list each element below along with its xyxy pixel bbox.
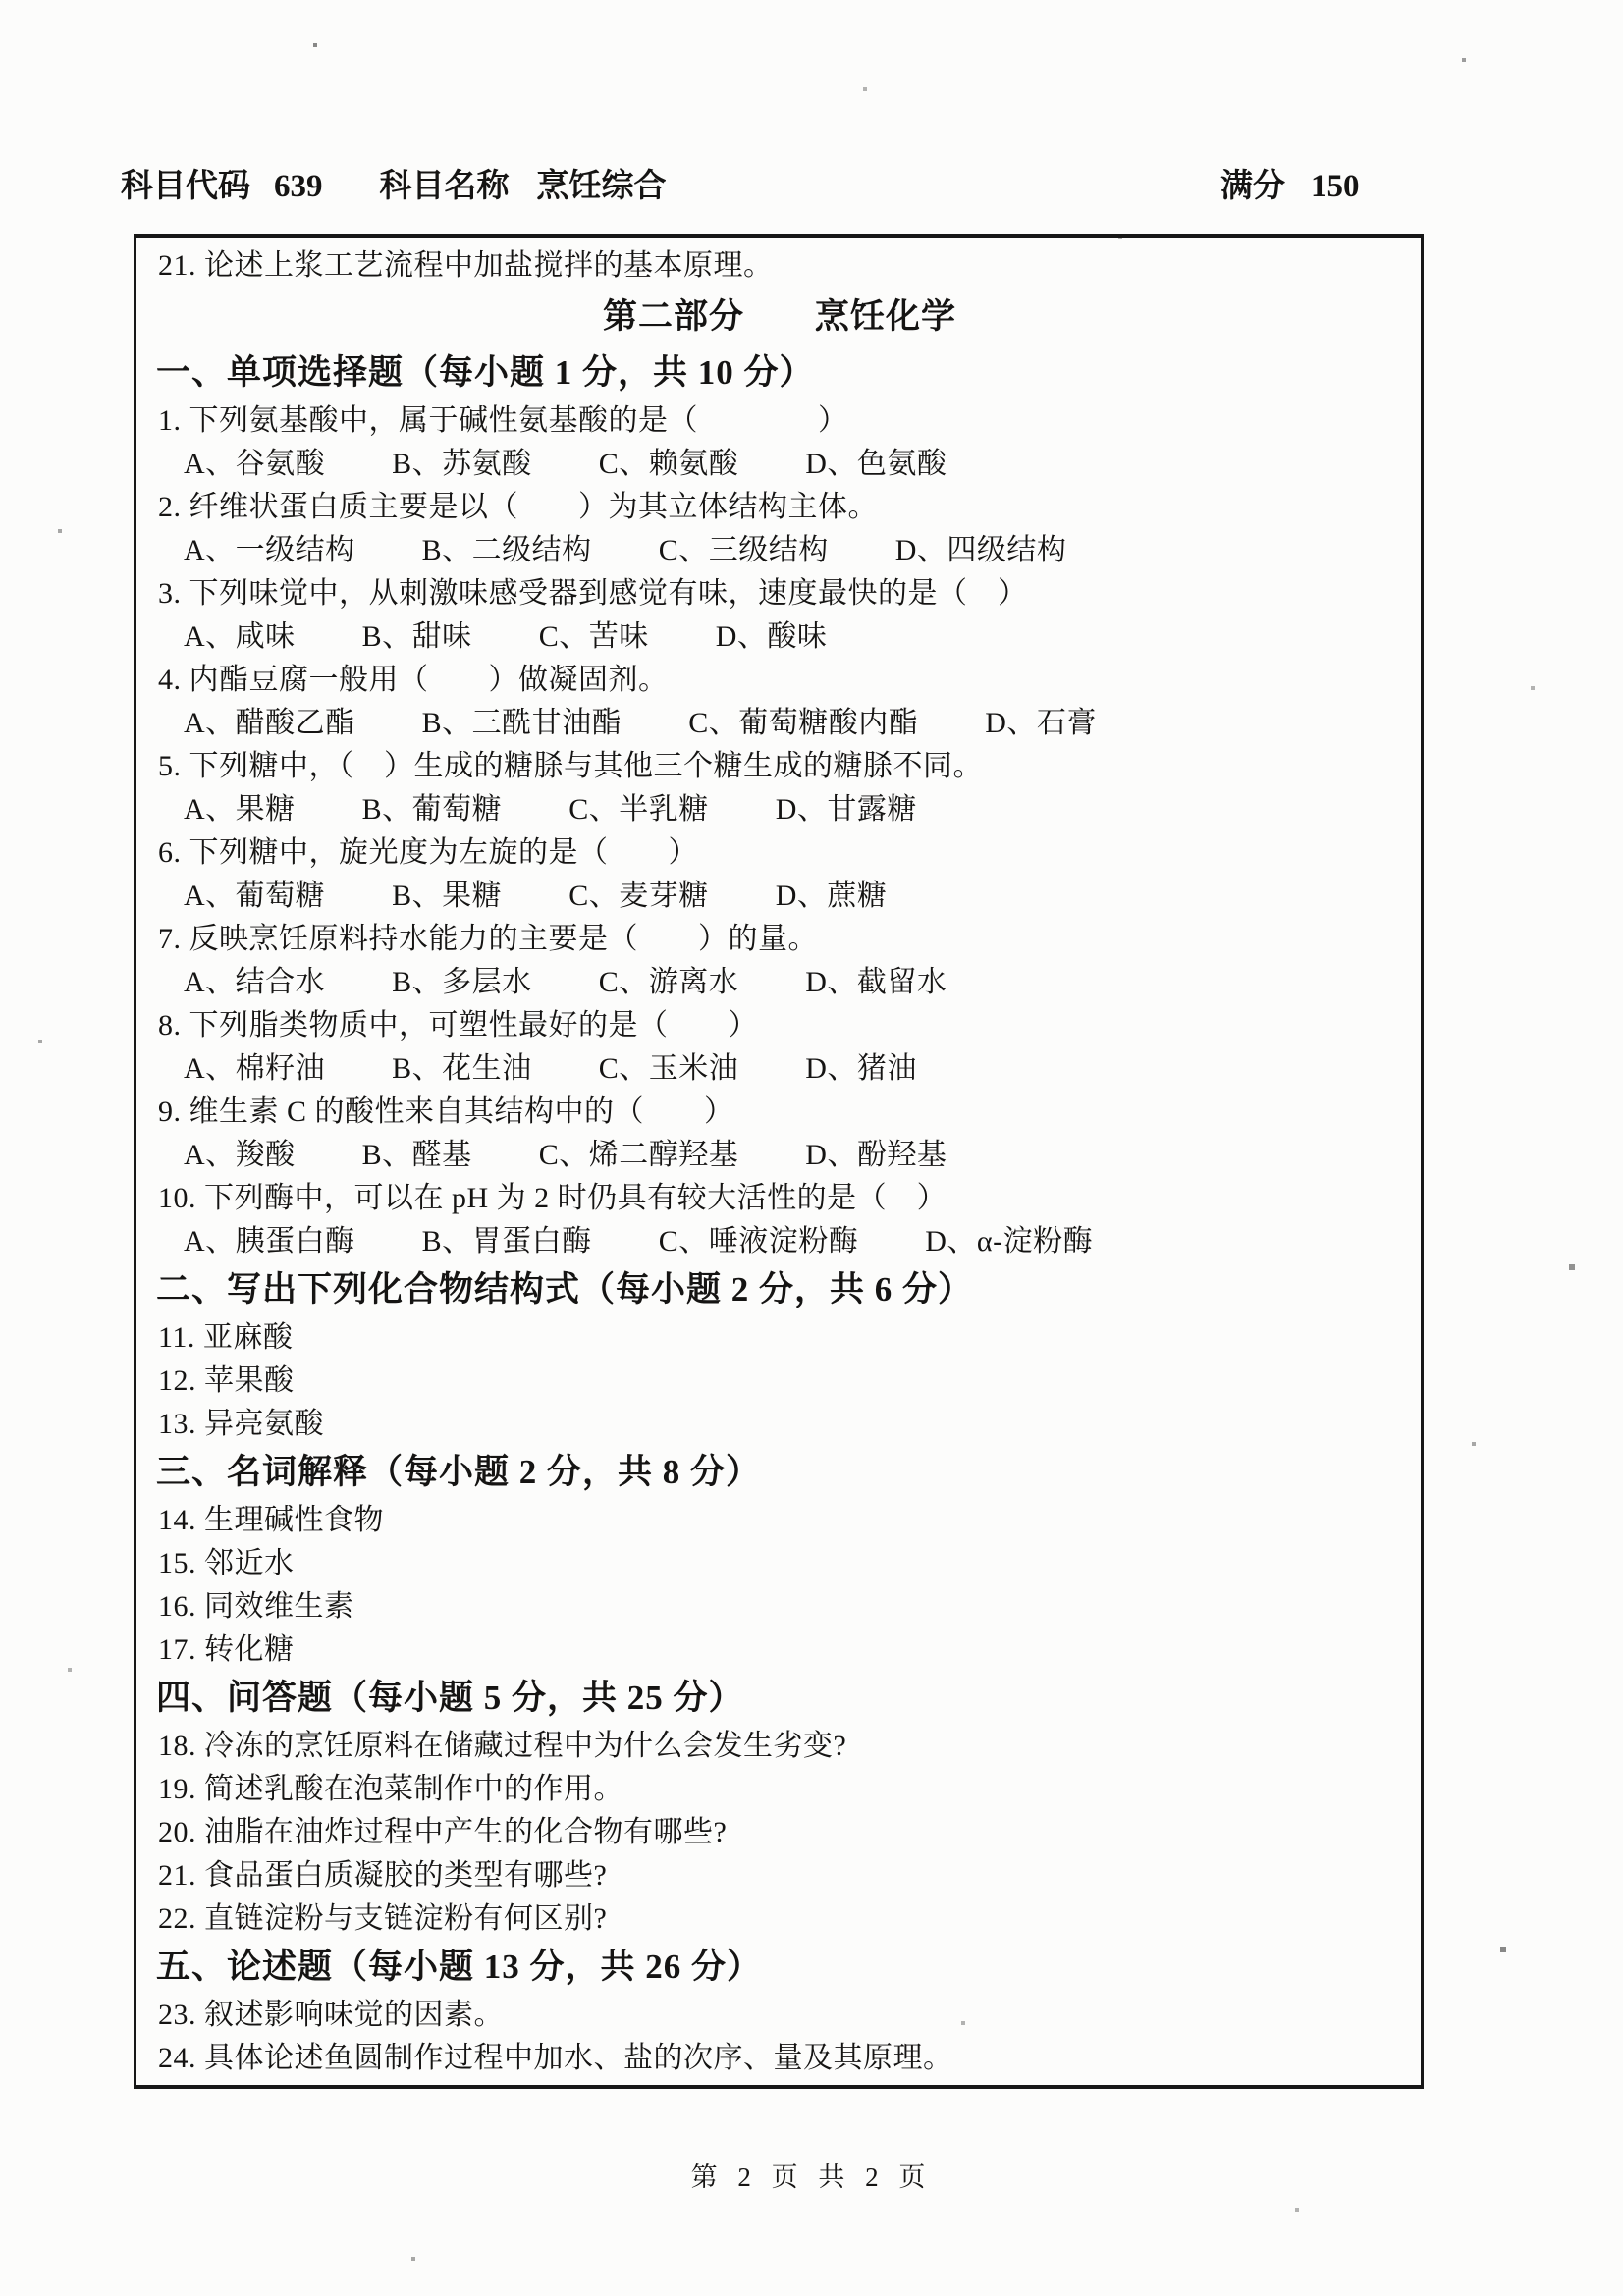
option-item: B、葡萄糖 — [361, 793, 503, 826]
option-item: B、醛基 — [361, 1139, 472, 1171]
part-title: 第二部分 烹饪化学 — [602, 297, 956, 336]
option-item: A、结合水 — [184, 966, 326, 998]
question-line: 22. 直链淀粉与支链淀粉有何区别? — [158, 1902, 608, 1935]
section-heading: 四、问答题（每小题 5 分，共 25 分） — [156, 1679, 744, 1717]
question-line: 18. 冷冻的烹饪原料在储藏过程中为什么会发生劣变? — [158, 1730, 847, 1762]
options-line — [156, 788, 1403, 831]
section-heading: 三、名词解释（每小题 2 分，共 8 分） — [156, 1453, 762, 1491]
option-item: D、截留水 — [805, 966, 947, 998]
subject-name-value: 烹饪综合 — [536, 169, 667, 204]
option-item: C、苦味 — [538, 620, 649, 653]
option-item: D、酸味 — [715, 620, 828, 653]
option-item: C、游离水 — [598, 966, 739, 998]
question-line: 15. 邻近水 — [158, 1547, 295, 1579]
option-item: A、醋酸乙酯 — [184, 707, 355, 739]
option-item: D、色氨酸 — [805, 448, 947, 480]
option-item: A、果糖 — [184, 793, 296, 826]
full-score — [1220, 160, 1360, 206]
option-item: C、烯二醇羟基 — [538, 1139, 739, 1171]
question-line: 24. 具体论述鱼圆制作过程中加水、盐的次序、量及其原理。 — [158, 2042, 953, 2074]
option-item: A、一级结构 — [184, 534, 355, 566]
question-line: 11. 亚麻酸 — [158, 1321, 294, 1354]
option-item: D、四级结构 — [894, 534, 1067, 566]
question-line: 21. 食品蛋白质凝胶的类型有哪些? — [158, 1859, 608, 1892]
option-item: B、苏氨酸 — [392, 448, 532, 480]
question-line: 12. 苹果酸 — [158, 1364, 295, 1397]
question-line: 23. 叙述影响味觉的因素。 — [158, 1999, 504, 2031]
page-number-text: 第 2 页 共 2 页 — [690, 2163, 933, 2192]
question-line: 19. 简述乳酸在泡菜制作中的作用。 — [158, 1773, 623, 1805]
option-item: D、α-淀粉酶 — [925, 1225, 1094, 1257]
option-item: D、酚羟基 — [805, 1139, 947, 1171]
section-heading: 二、写出下列化合物结构式（每小题 2 分，共 6 分） — [156, 1270, 974, 1308]
options-line — [156, 1220, 1403, 1263]
options-line — [156, 1134, 1403, 1177]
question-line: 8. 下列脂类物质中，可塑性最好的是（ ） — [158, 1009, 758, 1041]
option-item: A、胰蛋白酶 — [184, 1225, 355, 1257]
option-item: A、葡萄糖 — [184, 880, 326, 912]
options-line — [156, 529, 1403, 572]
option-item: D、石膏 — [985, 707, 1097, 739]
options-line — [156, 702, 1403, 745]
option-item: B、多层水 — [392, 966, 532, 998]
question-line: 20. 油脂在油炸过程中产生的化合物有哪些? — [158, 1816, 728, 1848]
question-line: 9. 维生素 C 的酸性来自其结构中的（ ） — [158, 1095, 734, 1128]
option-item: A、咸味 — [184, 620, 296, 653]
question-line: 2. 纤维状蛋白质主要是以（ ）为其立体结构主体。 — [158, 491, 878, 523]
question-line: 14. 生理碱性食物 — [158, 1504, 384, 1536]
option-item: B、三酰甘油酯 — [421, 707, 622, 739]
option-item: B、甜味 — [361, 620, 472, 653]
full-score-label: 满分 — [1220, 169, 1285, 204]
question-line: 10. 下列酶中，可以在 pH 为 2 时仍具有较大活性的是（ ） — [158, 1182, 947, 1214]
options-line — [156, 875, 1403, 918]
option-item: A、谷氨酸 — [184, 448, 326, 480]
question-line: 13. 异亮氨酸 — [158, 1408, 324, 1440]
page-footer — [0, 2156, 1623, 2194]
options-line — [156, 443, 1403, 486]
options-line — [156, 1047, 1403, 1091]
subject-code-label: 科目代码 — [121, 169, 250, 204]
question-line: 5. 下列糖中，（ ）生成的糖脎与其他三个糖生成的糖脎不同。 — [158, 750, 983, 782]
question-line: 3. 下列味觉中，从刺激味感受器到感觉有味，速度最快的是（ ） — [158, 577, 1028, 610]
question-line: 17. 转化糖 — [158, 1633, 295, 1666]
options-line — [156, 615, 1403, 659]
option-item: C、三级结构 — [658, 534, 829, 566]
paper-header — [121, 160, 1505, 206]
question-line: 1. 下列氨基酸中，属于碱性氨基酸的是（ ） — [158, 404, 848, 437]
subject-name-label: 科目名称 — [379, 169, 510, 204]
subject-code-value: 639 — [274, 169, 323, 204]
option-item: B、胃蛋白酶 — [421, 1225, 592, 1257]
option-item: A、棉籽油 — [184, 1052, 326, 1085]
option-item: C、葡萄糖酸内酯 — [688, 707, 919, 739]
question-line: 21. 论述上浆工艺流程中加盐搅拌的基本原理。 — [158, 249, 774, 282]
full-score-value: 150 — [1311, 169, 1360, 204]
question-line: 6. 下列糖中，旋光度为左旋的是（ ） — [158, 836, 698, 869]
question-line: 16. 同效维生素 — [158, 1590, 354, 1623]
question-line: 7. 反映烹饪原料持水能力的主要是（ ）的量。 — [158, 923, 818, 955]
option-item: C、半乳糖 — [568, 793, 709, 826]
option-item: A、羧酸 — [184, 1139, 296, 1171]
option-item: D、甘露糖 — [775, 793, 917, 826]
option-item: C、赖氨酸 — [598, 448, 739, 480]
option-item: C、麦芽糖 — [568, 880, 709, 912]
section-heading: 一、单项选择题（每小题 1 分，共 10 分） — [156, 353, 815, 392]
question-box — [134, 234, 1424, 2089]
option-item: C、玉米油 — [598, 1052, 739, 1085]
option-item: D、蔗糖 — [775, 880, 888, 912]
option-item: D、猪油 — [805, 1052, 917, 1085]
option-item: B、花生油 — [392, 1052, 532, 1085]
question-line: 4. 内酯豆腐一般用（ ）做凝固剂。 — [158, 664, 669, 696]
question-lines — [156, 244, 1403, 2080]
option-item: C、唾液淀粉酶 — [658, 1225, 859, 1257]
options-line — [156, 961, 1403, 1004]
option-item: B、二级结构 — [421, 534, 592, 566]
scan-speckles — [0, 0, 2, 2]
option-item: B、果糖 — [392, 880, 503, 912]
section-heading: 五、论述题（每小题 13 分，共 26 分） — [156, 1948, 763, 1986]
